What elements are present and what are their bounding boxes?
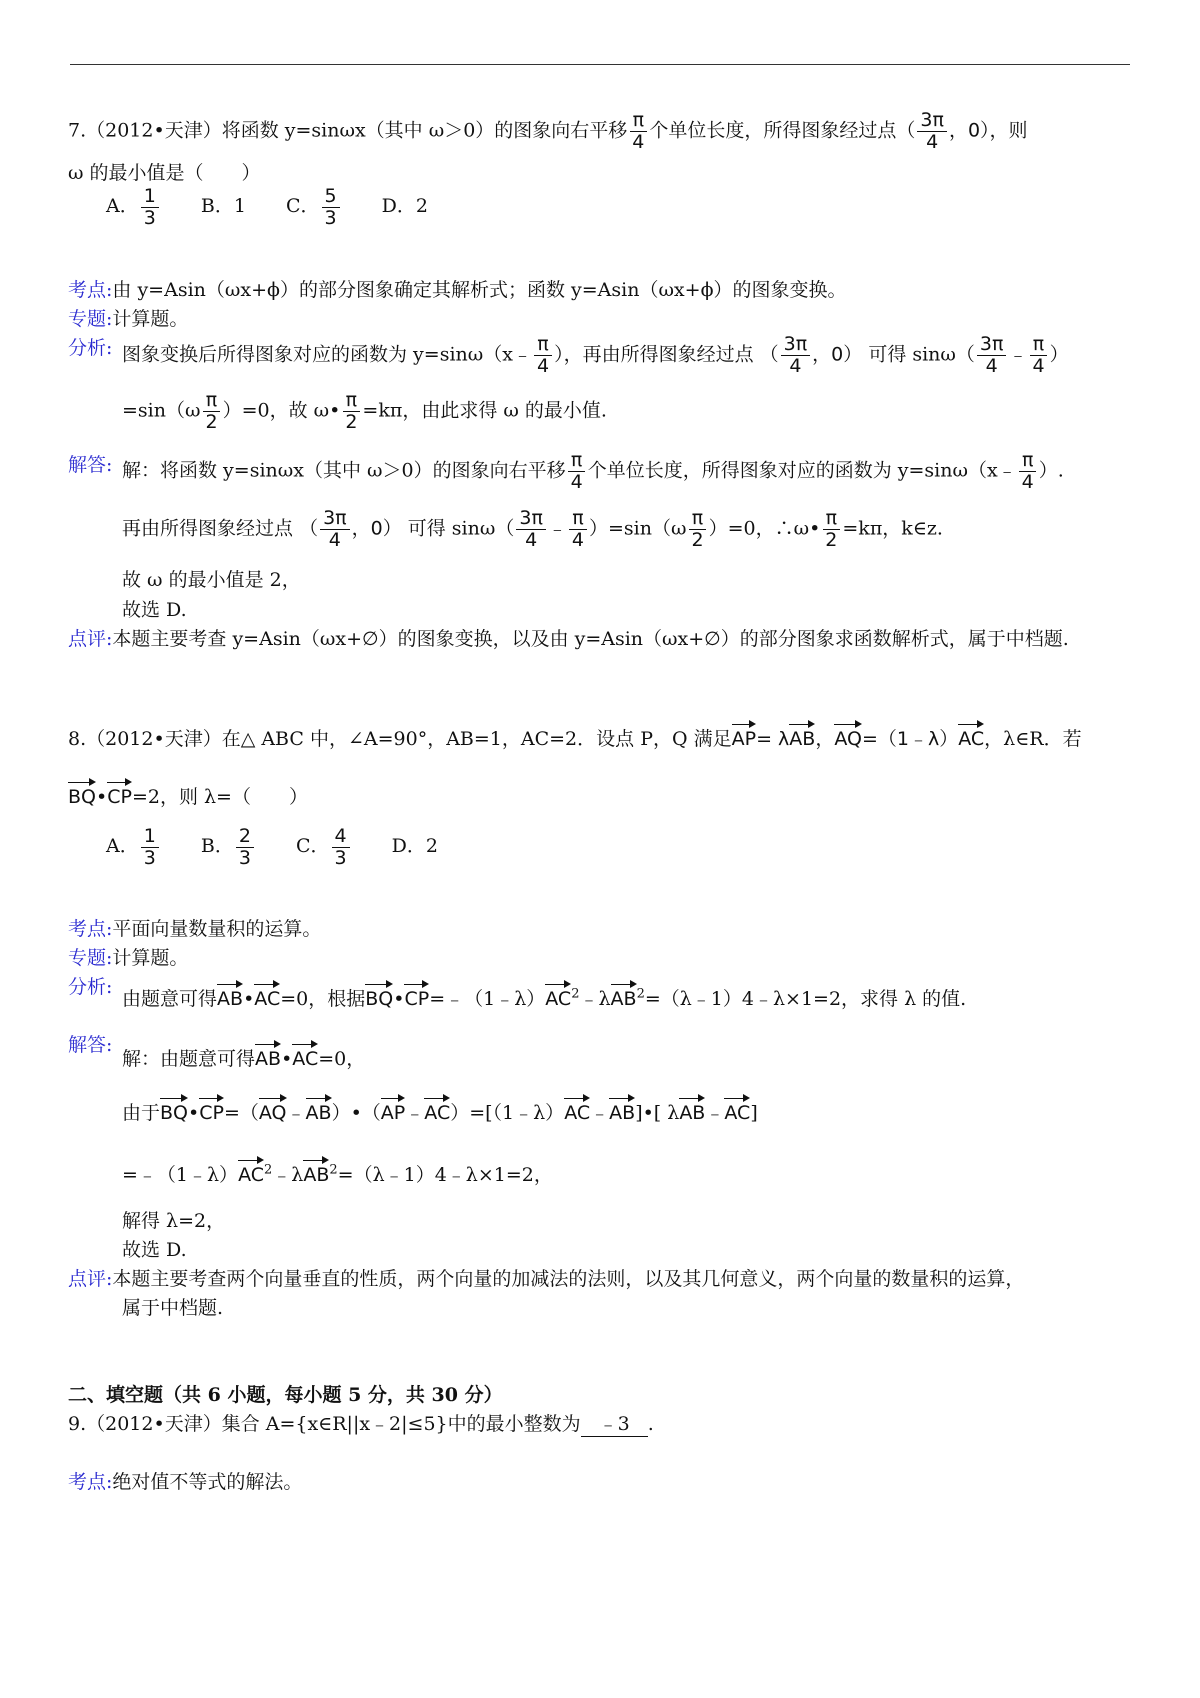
vector-AP: AP <box>732 722 756 750</box>
vector-AQ: AQ <box>834 722 862 750</box>
q7-stem-text: 7.（2012•天津）将函数 y=sinωx（其中 ω＞0）的图象向右平移 <box>68 119 628 142</box>
q8-zhuanti: 专题:计算题。 <box>68 947 189 969</box>
q8-option-d[interactable]: D．2 <box>391 835 438 858</box>
q8-jieda-line1: 解：由题意可得AB•AC=0， <box>122 1042 365 1071</box>
q8-option-a[interactable]: A． $\frac{1}{3}$ <box>106 835 161 857</box>
vector-AB: AB <box>789 722 815 750</box>
q7-jieda-label: 解答: <box>68 454 113 476</box>
vector-BQ: BQ <box>68 780 96 808</box>
fraction-pi-over-4: $\frac{\pi}{4}$ <box>629 110 647 153</box>
q9-stem: 9.（2012•天津）集合 A={x∈R||x﹣2|≤5}中的最小整数为 ﹣3 . <box>68 1409 654 1437</box>
q7-option-c[interactable]: C． $\frac{5}{3}$ <box>286 195 342 217</box>
q7-jieda-line3: 故 ω 的最小值是 2， <box>122 569 301 591</box>
zhuanti-label: 专题: <box>68 308 113 330</box>
q8-option-b[interactable]: B． $\frac{2}{3}$ <box>201 835 256 857</box>
q8-jieda-line5: 故选 D. <box>122 1239 187 1261</box>
fraction-3pi-over-4: $\frac{3\pi}{4}$ <box>917 110 947 153</box>
section-title: 二、填空题（共 6 小题，每小题 5 分，共 30 分） <box>68 1384 503 1406</box>
q9-kaodian: 考点:绝对值不等式的解法。 <box>68 1471 303 1493</box>
q7-option-d[interactable]: D．2 <box>381 195 428 218</box>
q8-fenxi-line: 由题意可得AB•AC=0，根据$BQ•CP=﹣(1﹣\lambda)AC^2﹣\lambda AB^2=(\lambda﹣1)4﹣\lambda\times 1=2$，求得 λ 的值. <box>122 982 966 1011</box>
q7-stem-text-b: 个单位长度，所得图象经过点 <box>649 119 897 142</box>
q8-fenxi-label: 分析: <box>68 976 113 998</box>
q7-fenxi-line1: 图象变换后所得图象对应的函数为 y=sinω（x﹣ $\frac{\pi}{4}$ ），再由所得图象经过点 （ $\frac{3\pi}{4}$ ，0） 可得 sinω（ $\frac{3\pi}{4}$ ﹣ $\frac{\pi}{4}$ ） <box>122 333 1069 377</box>
dianping-label: 点评: <box>68 628 113 650</box>
q8-stem-line2: BQ•CP=2，则 λ=（ ） <box>68 780 308 809</box>
q8-jieda-label: 解答: <box>68 1034 113 1056</box>
q7-fenxi-line2: =sin（ω $\frac{\pi}{2}$ ）=0，故 ω• $\frac{\pi}{2}$ =kπ，由此求得 ω 的最小值. <box>122 389 607 433</box>
q7-jieda-line4: 故选 D. <box>122 599 187 621</box>
vector-AC: AC <box>958 722 984 750</box>
kaodian-label: 考点: <box>68 1471 113 1493</box>
q7-stem-line2: ω 的最小值是（ ） <box>68 162 261 184</box>
q7-zhuanti: 专题:计算题。 <box>68 308 189 330</box>
kaodian-label: 考点: <box>68 279 113 301</box>
q9-answer-blank: ﹣3 <box>581 1409 648 1437</box>
q7-jieda-line1: 解：将函数 y=sinωx（其中 ω＞0）的图象向右平移 $\frac{\pi}{4}$ 个单位长度，所得图象对应的函数为 y=sinω（x﹣ $\frac{\pi}{4}$ ）. <box>122 449 1064 493</box>
q8-options <box>106 826 438 869</box>
q8-dianping: 点评:本题主要考查两个向量垂直的性质，两个向量的加减法的法则，以及其几何意义，两个向量的数量积的运算， <box>68 1268 1025 1290</box>
q8-option-c[interactable]: C． $\frac{4}{3}$ <box>296 835 352 857</box>
kaodian-label: 考点: <box>68 918 113 940</box>
q7-stem-line1: 7.（2012•天津）将函数 y=sinωx（其中 ω＞0）的图象向右平移 $\frac{\pi}{4}$ 个单位长度，所得图象经过点（ $\frac{3\pi}{4}$ ，0），则 <box>68 109 1028 153</box>
dianping-label: 点评: <box>68 1268 113 1290</box>
top-rule <box>70 64 1130 65</box>
q7-dianping: 点评:本题主要考查 y=Asin（ωx+∅）的图象变换，以及由 y=Asin（ωx+∅）的部分图象求函数解析式，属于中档题. <box>68 628 1069 650</box>
q7-jieda-line2: 再由所得图象经过点 （ $\frac{3\pi}{4}$ ，0） 可得 sinω（ $\frac{3\pi}{4}$ ﹣ $\frac{\pi}{4}$ ）=sin（ω $\frac{\pi}{2}$ ）=0，∴ω• $\frac{\pi}{2}$ =kπ，k∈z. <box>122 507 943 551</box>
q7-fenxi-label: 分析: <box>68 337 113 359</box>
q8-kaodian: 考点:平面向量数量积的运算。 <box>68 918 322 940</box>
q8-stem-line1: 8.（2012•天津）在△ ABC 中，∠A=90°，AB=1，AC=2．设点 P，Q 满足AP= λAB，AQ=（1﹣λ）AC，λ∈R．若 <box>68 722 1082 751</box>
q7-option-a[interactable]: A． $\frac{1}{3}$ <box>106 195 161 217</box>
q7-options <box>106 186 428 229</box>
vector-CP: CP <box>107 780 132 808</box>
q7-kaodian: 考点:由 y=Asin（ωx+ϕ）的部分图象确定其解析式；函数 y=Asin（ωx+ϕ）的图象变换。 <box>68 279 847 301</box>
q8-dianping-line2: 属于中档题. <box>122 1297 224 1319</box>
q8-jieda-line2: 由于BQ•CP=（AQ﹣AB）•（AP﹣AC）=[（1﹣λ）AC﹣AB]•[ λAB﹣AC] <box>122 1096 758 1125</box>
q8-jieda-line4: 解得 λ=2， <box>122 1210 226 1232</box>
q8-jieda-line3: $=﹣(1﹣\lambda)AC^2﹣\lambda AB^2=(\lambda﹣1)4﹣\lambda\times 1=2$， <box>122 1158 553 1187</box>
zhuanti-label: 专题: <box>68 947 113 969</box>
q7-option-b[interactable]: B．1 <box>200 195 246 218</box>
